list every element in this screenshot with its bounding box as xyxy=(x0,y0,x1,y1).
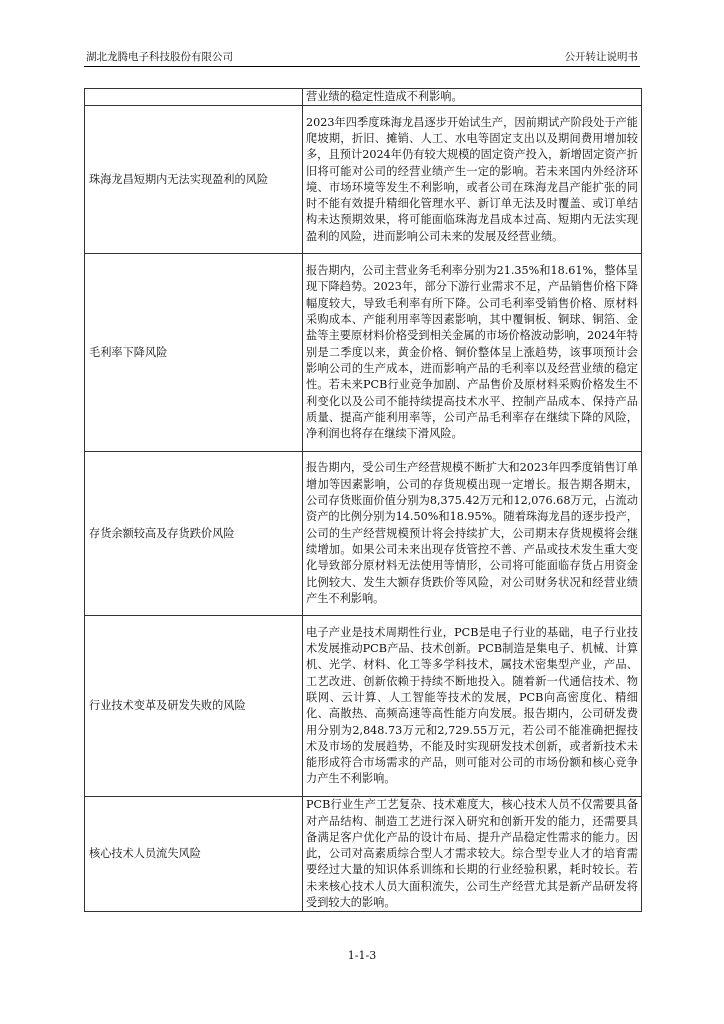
page-number: 1-1-3 xyxy=(347,949,377,962)
table-row xyxy=(85,89,642,106)
table-row xyxy=(85,452,642,616)
risk-description-cell: 报告期内，公司主营业务毛利率分别为21.35%和18.61%，整体呈现下降趋势。2023年，部分下游行业需求不足，产品销售价格下降幅度较大，导致毛利率有所下降。公司毛利率受销售价格、原材料采购成本、产能利用率等因素影响，其中覆铜板、铜球、铜箔、金盐等主要原材料价格受到相关金属的市场价格波动影响，2024年特别是二季度以来，黄金价格、铜价整体呈上涨趋势，该事项预计会影响公司的生产成本，进而影响产品的毛利率以及经营业绩的稳定性。若未来PCB行业竞争加剧、产品售价及原材料采购价格发生不利变化以及公司不能持续提高技术水平、控制产品成本、保持产品质量、提高产能利用率等，公司产品毛利率存在继续下降的风险，净利润也将存在继续下滑风险。 xyxy=(303,254,642,452)
risk-name-cell: 珠海龙昌短期内无法实现盈利的风险 xyxy=(85,106,303,254)
risk-description-cell: PCB行业生产工艺复杂、技术难度大，核心技术人员不仅需要具备对产品结构、制造工艺进行深入研究和创新开发的能力，还需要具备满足客户优化产品的设计布局、提升产品稳定性需求的能力。因此，公司对高素质综合型人才需求较大。综合型专业人才的培育需要经过大量的知识体系训练和长期的行业经验积累，耗时较长。若未来核心技术人员大面积流失，公司生产经营尤其是新产品研发将受到较大的影响。 xyxy=(303,797,642,912)
risk-name-cell: 毛利率下降风险 xyxy=(85,254,303,452)
risk-description-cell: 营业绩的稳定性造成不利影响。 xyxy=(303,89,642,106)
table-row xyxy=(85,106,642,254)
header-company-name: 湖北龙腾电子科技股份有限公司 xyxy=(86,51,233,63)
table-row xyxy=(85,616,642,797)
risk-name-cell: 存货余额较高及存货跌价风险 xyxy=(85,452,303,616)
risk-description-cell: 报告期内，受公司生产经营规模不断扩大和2023年四季度销售订单增加等因素影响，公司的存货规模出现一定增长。报告期各期末，公司存货账面价值分别为8,375.42万元和12,076.68万元，占流动资产的比例分别为14.50%和18.95%。随着珠海龙昌的逐步投产，公司的生产经营规模预计将会持续扩大，公司期末存货规模将会继续增加。如果公司未来出现存货管控不善、产品或技术发生重大变化导致部分原材料无法使用等情形，公司将可能面临存货占用资金比例较大、发生大额存货跌价等风险，对公司财务状况和经营业绩产生不利影响。 xyxy=(303,452,642,616)
risk-name-cell xyxy=(85,89,303,106)
risk-description-cell: 电子产业是技术周期性行业，PCB是电子行业的基础，电子行业技术发展推动PCB产品、技术创新。PCB制造是集电子、机械、计算机、光学、材料、化工等多学科技术，属技术密集型产业，产品、工艺改进、创新依赖于持续不断地投入。随着新一代通信技术、物联网、云计算、人工智能等技术的发展，PCB向高密度化、精细化、高散热、高频高速等高性能方向发展。报告期内，公司研发费用分别为2,848.73万元和2,729.55万元，若公司不能准确把握技术及市场的发展趋势，不能及时实现研发技术创新，或者新技术未能形成符合市场需求的产品，则可能对公司的市场份额和核心竞争力产生不利影响。 xyxy=(303,616,642,797)
page-header xyxy=(84,50,640,67)
risk-name-cell: 核心技术人员流失风险 xyxy=(85,797,303,912)
table-row xyxy=(85,797,642,912)
header-document-title: 公开转让说明书 xyxy=(564,51,638,63)
risk-description-cell: 2023年四季度珠海龙昌逐步开始试生产，因前期试产阶段处于产能爬坡期，折旧、摊销、人工、水电等固定支出以及期间费用增加较多，且预计2024年仍有较大规模的固定资产投入，新增固定资产折旧将可能对公司的经营业绩产生一定的影响。若未来国内外经济环境、市场环境等发生不利影响，或者公司在珠海龙昌产能扩张的同时不能有效提升精细化管理水平、新订单无法及时覆盖、或订单结构未达预期效果，将可能面临珠海龙昌成本过高、短期内无法实现盈利的风险，进而影响公司未来的发展及经营业绩。 xyxy=(303,106,642,254)
risk-name-cell: 行业技术变革及研发失败的风险 xyxy=(85,616,303,797)
table-row xyxy=(85,254,642,452)
risk-factor-table xyxy=(84,88,642,912)
